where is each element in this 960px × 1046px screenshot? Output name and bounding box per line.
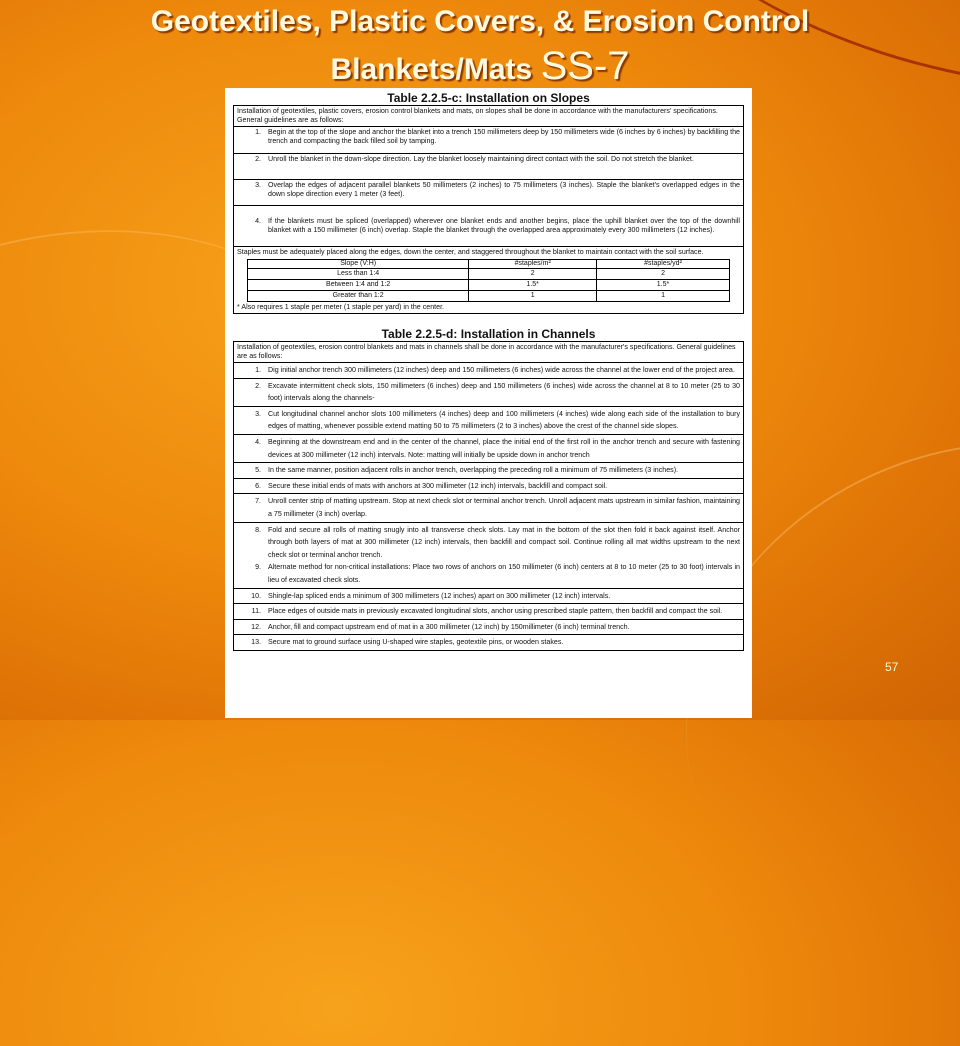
channels-step: 3. Cut longitudinal channel anchor slots 100 millimeters (4 inches) deep and 100 millimeters (4 inches) wide along each side of the installation to bury edges of matting, whenever possible extend matting 50 to 75 millimeters (2 to 3 inches) above the crest of the channel side slopes. bbox=[255, 409, 740, 431]
staple-cell: 2 bbox=[469, 269, 597, 280]
channels-step: 10. Shingle-lap spliced ends a minimum of 300 millimeters (12 inches) apart on 300 millimeter (12 inch) intervals. bbox=[251, 591, 611, 600]
staple-cell: 1.5* bbox=[469, 280, 597, 291]
channels-step: 4. Beginning at the downstream end and in the center of the channel, place the initial end of the first roll in the anchor trench and secure with fastening devices at 300 millimeter (12 inch) intervals. Note: matting will initially be upside down in anchor trench bbox=[255, 437, 740, 459]
channels-table bbox=[233, 341, 744, 651]
slopes-step: 3. Overlap the edges of adjacent parallel blankets 50 millimeters (2 inches) to 75 millimeters (3 inches). Staple the blanket's overlapped edges in the down slope direction every 1 meter (3 feet). bbox=[255, 181, 740, 198]
page-number: 57 bbox=[885, 660, 899, 674]
staple-cell: Less than 1:4 bbox=[248, 269, 469, 280]
staple-header: #staples/m² bbox=[469, 260, 597, 269]
slopes-step: 2. Unroll the blanket in the down-slope direction. Lay the blanket loosely maintaining direct contact with the soil. Do not stretch the blanket. bbox=[255, 155, 694, 163]
channels-step: 1. Dig initial anchor trench 300 millimeters (12 inches) deep and 150 millimeters (6 inches) wide across the channel at the lower end of the project area. bbox=[255, 366, 735, 374]
staple-cell: 1 bbox=[469, 291, 597, 302]
staples-note: Staples must be adequately placed along the edges, down the center, and staggered throughout the blanket to maintain contact with the soil surface. bbox=[237, 248, 704, 256]
slopes-intro: Installation of geotextiles, plastic covers, erosion control blankets and mats, on slopes shall be done in accordance with the manufacturers' specifications. General guidelines are as follows: bbox=[234, 106, 744, 127]
channels-step: 12. Anchor, fill and compact upstream end of mat in a 300 millimeter (12 inch) by 150millimeter (6 inch) terminal trench. bbox=[251, 622, 630, 631]
staple-cell: 1.5* bbox=[597, 280, 730, 291]
channels-step: 13. Secure mat to ground surface using U-shaped wire staples, geotextile pins, or wooden stakes. bbox=[251, 638, 564, 647]
channels-intro: Installation of geotextiles, erosion control blankets and mats in channels shall be done in accordance with the manufacturer's specifications. General guidelines are as follows: bbox=[234, 342, 744, 363]
slopes-table bbox=[233, 105, 744, 314]
staple-cell: Greater than 1:2 bbox=[248, 291, 469, 302]
staple-cell: 1 bbox=[597, 291, 730, 302]
staple-cell: 2 bbox=[597, 269, 730, 280]
channels-step: 5. In the same manner, position adjacent rolls in anchor trench, overlapping the preceding roll a minimum of 75 millimeters (3 inches). bbox=[255, 466, 679, 475]
slopes-step: 4. If the blankets must be spliced (overlapped) wherever one blanket ends and another begins, place the uphill blanket over the top of the downhill blanket with a 150 millimeter (6 inch) overlap. Staple the blanket through the overlapped area approximately every 300 millimeters (12 inches). bbox=[255, 217, 740, 234]
slide-title-line2 bbox=[80, 44, 880, 92]
document-image bbox=[225, 88, 752, 718]
slide-title-text: Blankets/Mats bbox=[330, 53, 533, 86]
channels-step: 2. Excavate intermittent check slots, 150 millimeters (6 inches) deep and 150 millimeters (6 inches) wide across the channel at 8 to 10 meter (25 to 30 foot) intervals along the channels- bbox=[255, 381, 740, 403]
channels-table-title: Table 2.2.5-d: Installation in Channels bbox=[381, 327, 596, 341]
slopes-table-title: Table 2.2.5-c: Installation on Slopes bbox=[387, 91, 590, 105]
channels-step: 7. Unroll center strip of matting upstream. Stop at next check slot or terminal anchor trench. Unroll adjacent mats upstream in similar fashion, maintaining a 75 millimeter (3 inch) overlap. bbox=[255, 497, 740, 518]
staple-footnote: * Also requires 1 staple per meter (1 staple per yard) in the center. bbox=[237, 303, 445, 311]
staple-cell: Between 1:4 and 1:2 bbox=[248, 280, 469, 291]
slide-title bbox=[80, 0, 880, 92]
staple-header: Slope (V:H) bbox=[248, 260, 469, 269]
staple-header: #staples/yd² bbox=[597, 260, 730, 269]
slopes-step: 1. Begin at the top of the slope and anchor the blanket into a trench 150 millimeters deep by 150 millimeters wide (6 inches by 6 inches) by backfilling the trench and compacting the back filled soil by tamping. bbox=[255, 128, 741, 145]
staple-table bbox=[247, 259, 730, 302]
channels-step: 9. Alternate method for non-critical installations: Place two rows of anchors on 150 millimeter (6 inch) centers at 8 to 10 meter (25 to 30 foot) intervals in lieu of excavated check slots. bbox=[255, 563, 740, 584]
slide-code: SS-7 bbox=[540, 44, 630, 88]
slide-title-line1: Geotextiles, Plastic Covers, & Erosion Control bbox=[150, 5, 810, 38]
channels-step: 8. Fold and secure all rolls of matting snugly into all transverse check slots. Lay mat in the bottom of the slot then fold it back against itself. Anchor through both layers of mat at 300 millimeter (12 inch) intervals, then backfill and compact soil. Continue rolling all mat widths upstream to the next check slot or terminal anchor trench. bbox=[255, 525, 740, 559]
channels-step: 11. Place edges of outside mats in previously excavated longitudinal slots, anchor using prescribed staple pattern, then backfill and compact the soil. bbox=[251, 607, 723, 616]
channels-step: 6. Secure these initial ends of mats with anchors at 300 millimeter (12 inch) intervals, backfill and compact soil. bbox=[255, 481, 608, 490]
